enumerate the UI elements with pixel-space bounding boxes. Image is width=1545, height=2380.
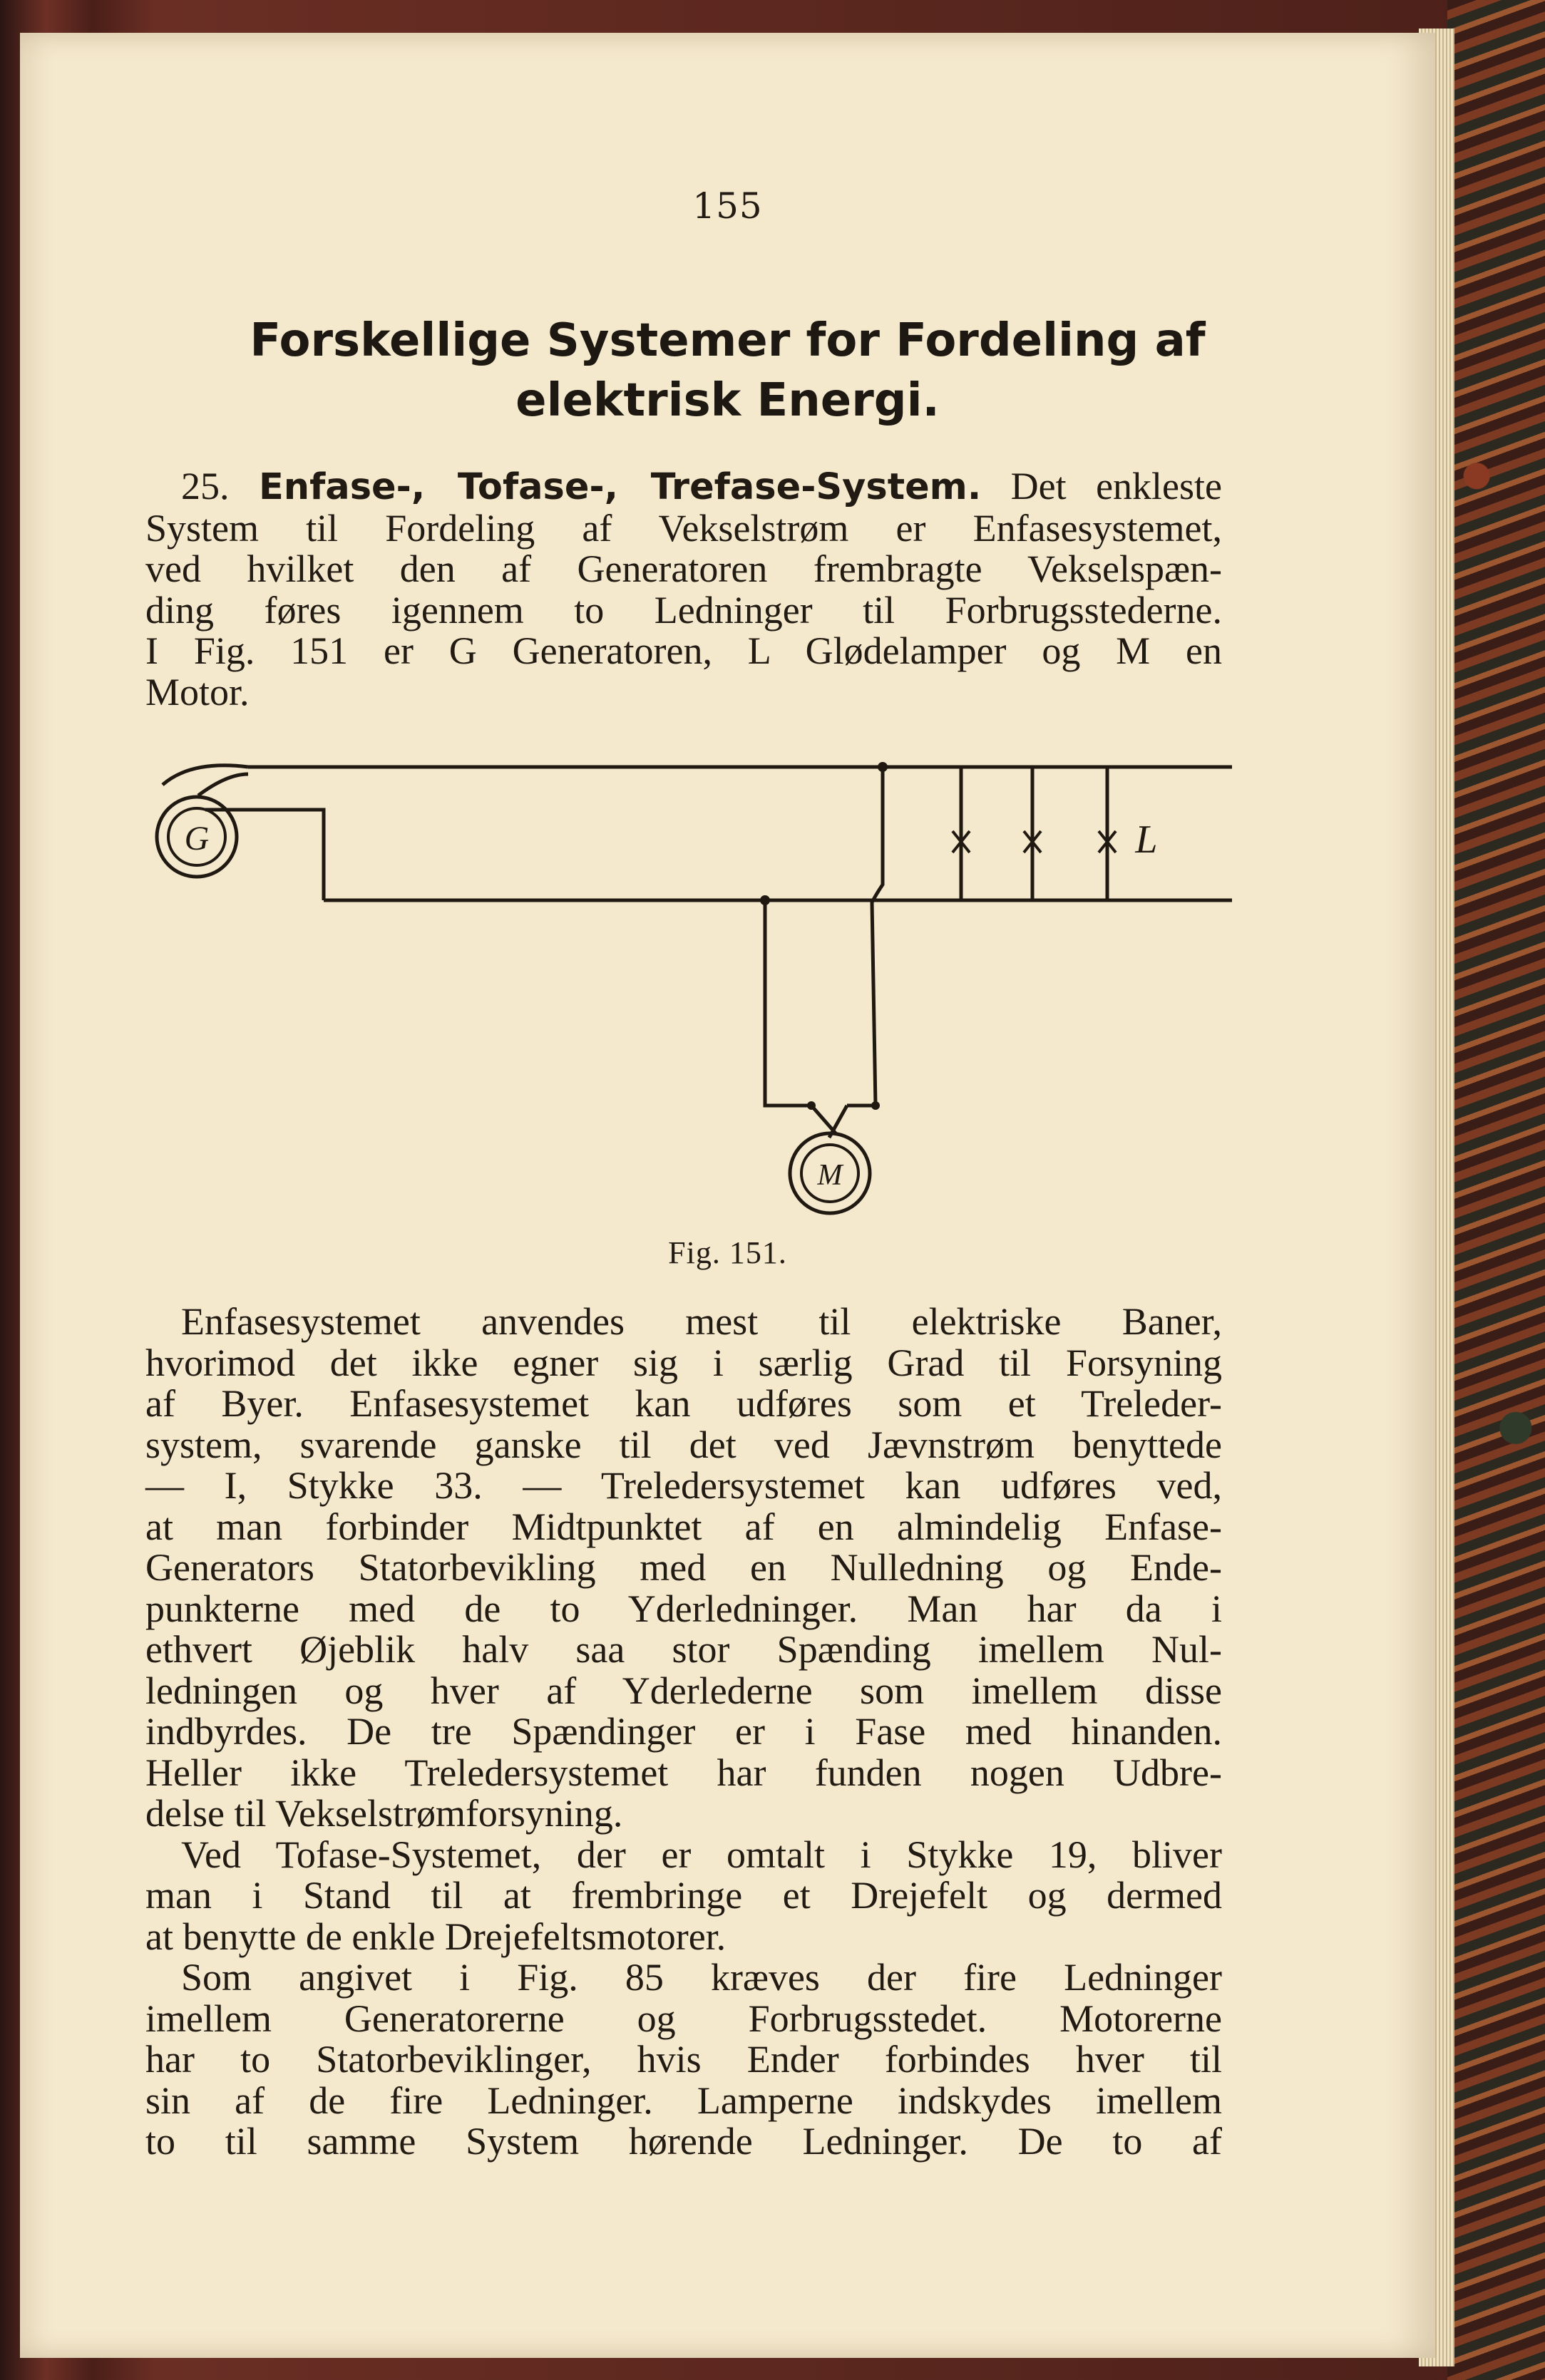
- marbled-edge: [1447, 0, 1545, 2380]
- generator-lead-inner: [198, 774, 248, 795]
- body-line: — I, Stykke 33. — Treledersystemet kan udføres ved,: [145, 1464, 1222, 1507]
- section-line-1: Det enkleste: [1010, 465, 1222, 508]
- motor-branch-left: [765, 900, 811, 1106]
- body-line: at benytte de enkle Drejefeltsmotorer.: [145, 1915, 727, 1958]
- lamps-label: L: [1135, 818, 1158, 862]
- chapter-title: [127, 311, 1328, 431]
- body-line: af Byer. Enfasesystemet kan udføres som et Treleder-: [145, 1382, 1222, 1425]
- circuit-diagram: [134, 724, 1246, 1237]
- body-line: at man forbinder Midtpunktet af en almindelig Enfase-: [145, 1505, 1222, 1548]
- section-line-3: ved hvilket den af Generatoren frembragte Vekselspæn-: [145, 547, 1222, 590]
- section-line-4: ding føres igennem to Ledninger til Forbrugsstederne.: [145, 588, 1222, 632]
- page-number: 155: [692, 185, 763, 227]
- figure-caption: Fig. 151.: [668, 1235, 787, 1270]
- body-line: hvorimod det ikke egner sig i særlig Grad til Forsyning: [145, 1341, 1222, 1384]
- motor-label: M: [817, 1159, 843, 1192]
- body-text: [145, 1302, 1222, 2163]
- body-line: Som angivet i Fig. 85 kræves der fire Ledninger: [181, 1956, 1222, 1999]
- generator-label: G: [184, 820, 210, 857]
- junction-3: [807, 1101, 816, 1110]
- body-line: Generators Statorbevikling med en Nulledning og Ende-: [145, 1546, 1222, 1589]
- section-25: [145, 466, 1222, 713]
- section-number: 25.: [181, 465, 230, 508]
- body-line: ledningen og hver af Yderlederne som imellem disse: [145, 1669, 1222, 1712]
- section-line-5: I Fig. 151 er G Generatoren, L Glødelamper og M en: [145, 629, 1222, 672]
- motor-branch-right: [847, 767, 883, 1106]
- section-line-6: Motor.: [145, 670, 250, 714]
- section-heading: Enfase-, Tofase-, Trefase-System.: [258, 466, 982, 508]
- body-line: punkterne med de to Yderledninger. Man har da i: [145, 1587, 1222, 1630]
- body-line: indbyrdes. De tre Spændinger er i Fase med hinanden.: [145, 1710, 1222, 1753]
- chapter-title-line-2: elektrisk Energi.: [515, 374, 940, 427]
- body-line: system, svarende ganske til det ved Jævnstrøm benyttede: [145, 1423, 1222, 1466]
- chapter-title-line-1: Forskellige Systemer for Fordeling af: [250, 314, 1206, 367]
- junction-1: [878, 762, 888, 772]
- body-line: har to Statorbeviklinger, hvis Ender forbindes hver til: [145, 2038, 1222, 2081]
- junction-2: [760, 895, 770, 905]
- body-line: to til samme System hørende Ledninger. De to af: [145, 2120, 1222, 2163]
- section-line-2: System til Fordeling af Vekselstrøm er Enfasesystemet,: [145, 506, 1222, 550]
- body-line: imellem Generatorerne og Forbrugsstedet. Motorerne: [145, 1997, 1222, 2040]
- junction-4: [871, 1101, 880, 1110]
- body-line: ethvert Øjeblik halv saa stor Spænding imellem Nul-: [145, 1628, 1222, 1671]
- section-first-line: [145, 466, 1222, 508]
- body-line: sin af de fire Ledninger. Lamperne indskydes imellem: [145, 2078, 1222, 2122]
- body-line: man i Stand til at frembringe et Drejefelt og dermed: [145, 1874, 1222, 1917]
- body-line: Heller ikke Treledersystemet har funden nogen Udbre-: [145, 1751, 1222, 1794]
- body-line: Enfasesystemet anvendes mest til elektriske Baner,: [181, 1300, 1222, 1343]
- body-line: Ved Tofase-Systemet, der er omtalt i Stykke 19, bliver: [181, 1833, 1222, 1876]
- book-page: [20, 33, 1435, 2358]
- body-line: delse til Vekselstrømforsyning.: [145, 1792, 623, 1835]
